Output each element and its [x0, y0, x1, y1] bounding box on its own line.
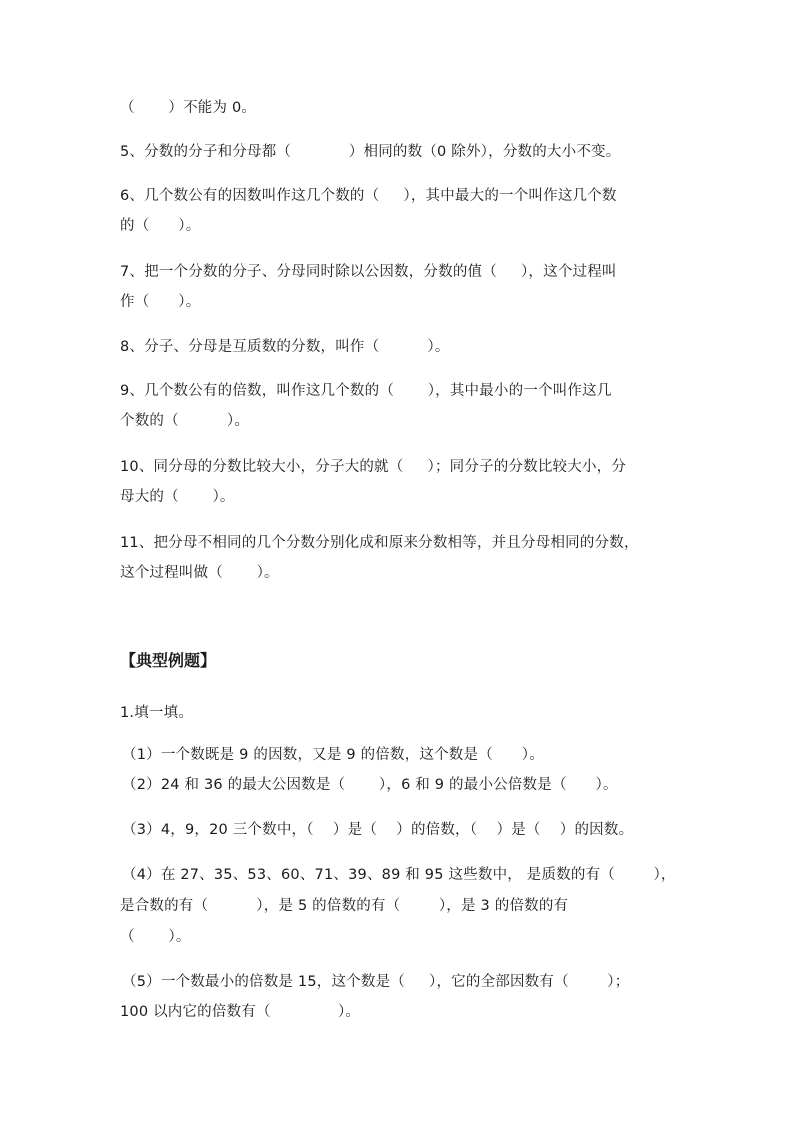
- item-6-line-1: 6、几个数公有的因数叫作这几个数的（ ），其中最大的一个叫作这几个数: [120, 188, 617, 204]
- question-1-5-line-2: 100 以内它的倍数有（ ）。: [120, 1004, 361, 1020]
- item-11-line-2: 这个过程叫做（ ）。: [120, 565, 279, 581]
- item-5: 5、分数的分子和分母都（ ）相同的数（0 除外），分数的大小不变。: [120, 144, 621, 160]
- item-11-line-1: 11、把分母不相同的几个分数分别化成和原来分数相等，并且分母相同的分数，: [120, 535, 639, 551]
- item-6-line-2: 的（ ）。: [120, 218, 201, 234]
- item-10-line-1: 10、同分母的分数比较大小，分子大的就（ ）；同分子的分数比较大小，分: [120, 459, 627, 475]
- item-4-continuation: （ ）不能为 0。: [120, 100, 257, 116]
- question-1-4-line-1: （4）在 27、35、53、60、71、39、89 和 95 这些数中， 是质数的有（ ），: [122, 867, 676, 883]
- question-1-3: （3）4，9，20 三个数中，（ ）是（ ）的倍数，（ ）是（ ）的因数。: [122, 822, 634, 838]
- item-9-line-2: 个数的（ ）。: [120, 413, 250, 429]
- question-1-title: 1.填一填。: [120, 705, 194, 721]
- question-1-2: （2）24 和 36 的最大公因数是（ ），6 和 9 的最小公倍数是（ ）。: [122, 777, 618, 793]
- item-8: 8、分子、分母是互质数的分数，叫作（ ）。: [120, 339, 450, 355]
- item-10-line-2: 母大的（ ）。: [120, 489, 235, 505]
- question-1-1: （1）一个数既是 9 的因数，又是 9 的倍数，这个数是（ ）。: [122, 747, 544, 763]
- item-7-line-1: 7、把一个分数的分子、分母同时除以公因数，分数的值（ ），这个过程叫: [120, 264, 617, 280]
- item-9-line-1: 9、几个数公有的倍数，叫作这几个数的（ ），其中最小的一个叫作这几: [120, 383, 612, 399]
- question-1-5-line-1: （5）一个数最小的倍数是 15，这个数是（ ），它的全部因数有（ ）；: [122, 974, 630, 990]
- question-1-4-line-3: （ ）。: [120, 929, 191, 945]
- question-1-4-line-2: 是合数的有（ ），是 5 的倍数的有（ ），是 3 的倍数的有: [120, 898, 569, 914]
- item-7-line-2: 作（ ）。: [120, 294, 201, 310]
- section-heading: 【典型例题】: [120, 651, 217, 670]
